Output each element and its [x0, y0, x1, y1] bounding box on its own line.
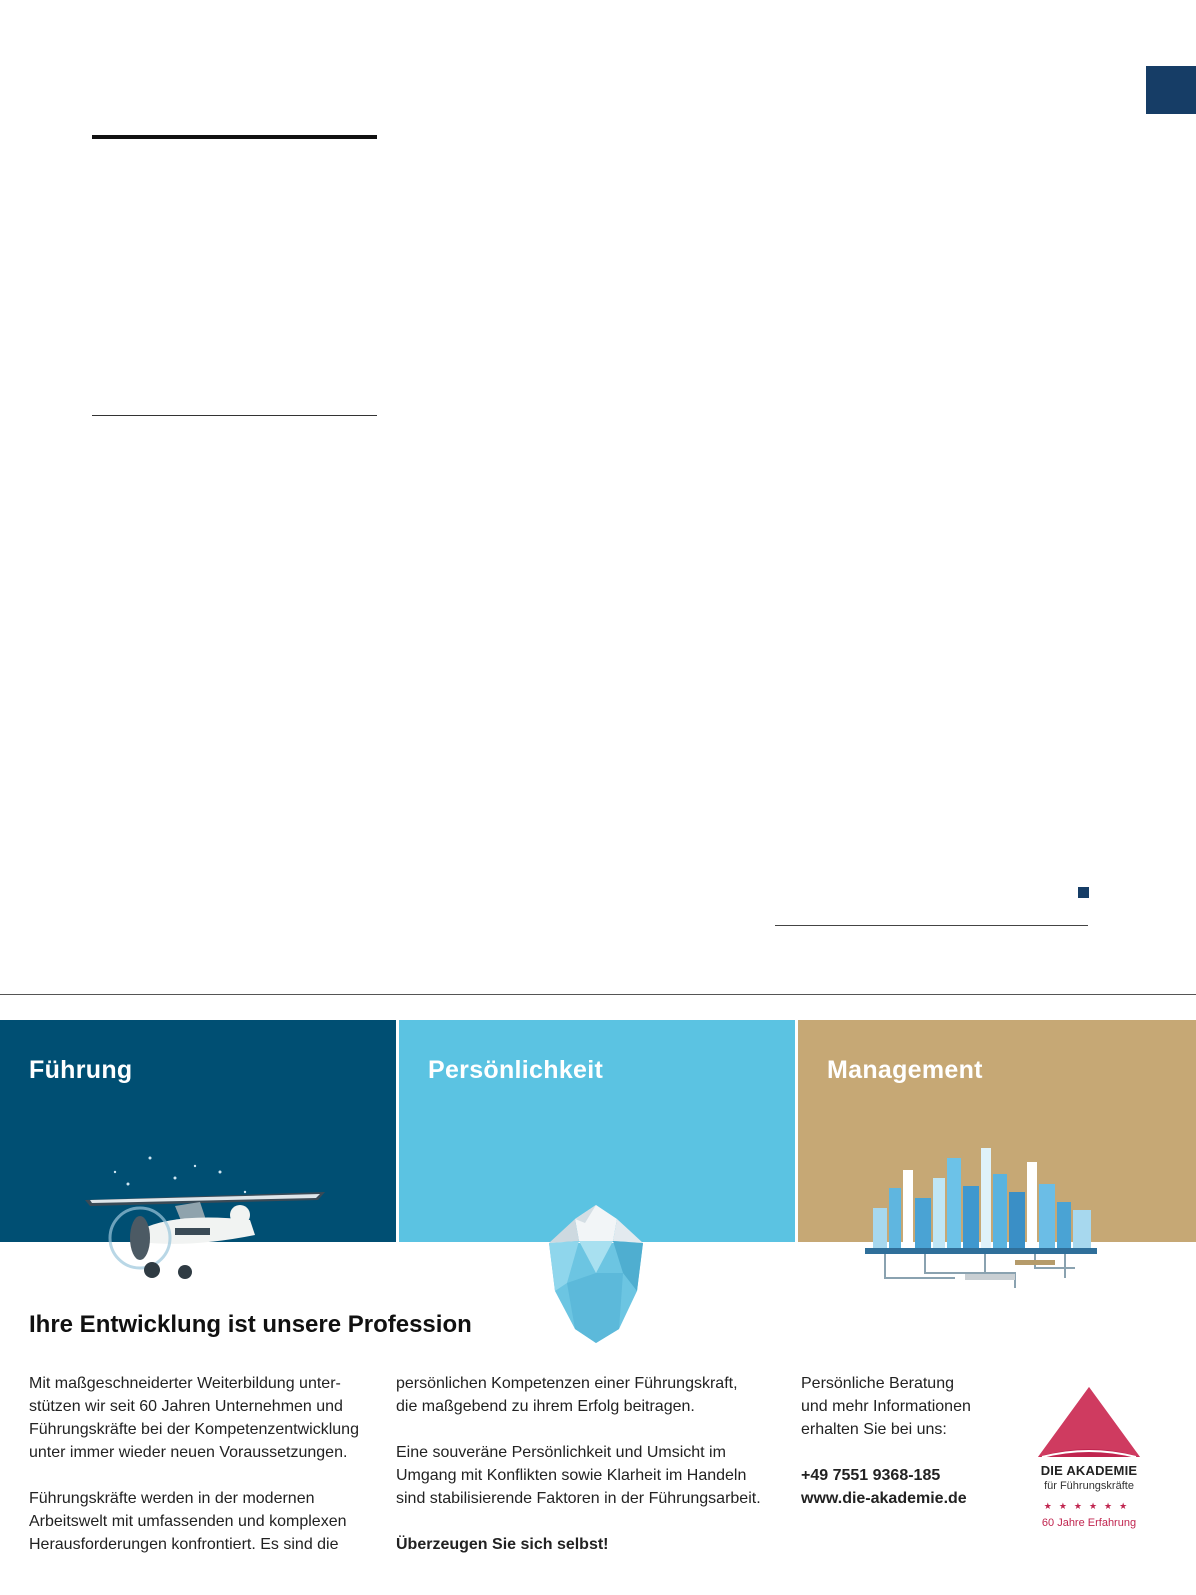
airplane-illustration	[80, 1150, 340, 1295]
article-end-rule	[775, 925, 1088, 926]
corner-tab-marker	[1146, 66, 1196, 114]
contact-website[interactable]: www.die-akademie.de	[801, 1490, 967, 1507]
text-line: sind stabilisierende Faktoren in der Führungsarbeit.	[396, 1490, 761, 1507]
ad-headline: Ihre Entwicklung ist unsere Profession	[29, 1311, 472, 1338]
text-line: Herausforderungen konfrontiert. Es sind die	[29, 1536, 339, 1553]
panel-title-management: Management	[827, 1056, 983, 1084]
text-line: die maßgebend zu ihrem Erfolg beitragen.	[396, 1398, 695, 1415]
ad-text-column-2	[396, 1372, 791, 1556]
text-line: Persönliche Beratung	[801, 1375, 954, 1392]
text-line: unter immer wieder neuen Voraussetzungen.	[29, 1444, 348, 1461]
panel-title-persoenlichkeit: Persönlichkeit	[428, 1056, 604, 1084]
text-line: stützen wir seit 60 Jahren Unternehmen und	[29, 1398, 343, 1415]
ad-text-column-1	[29, 1372, 379, 1556]
panel-title-fuehrung: Führung	[29, 1056, 133, 1084]
logo-name: DIE AKADEMIE	[1040, 1463, 1138, 1478]
tent-logo-icon	[1036, 1385, 1142, 1461]
call-to-action: Überzeugen Sie sich selbst!	[396, 1536, 609, 1553]
text-line: Eine souveräne Persönlichkeit und Umsicht im	[396, 1444, 726, 1461]
article-end-marker	[1078, 887, 1089, 898]
text-line: Führungskräfte werden in der modernen	[29, 1490, 315, 1507]
top-rule-thick	[92, 135, 377, 139]
logo-stars: ★★★★★★	[1043, 1501, 1135, 1511]
text-line: persönlichen Kompetenzen einer Führungskraft,	[396, 1375, 738, 1392]
ad-contact-column	[801, 1372, 1016, 1510]
text-line: und mehr Informationen	[801, 1398, 971, 1415]
iceberg-illustration	[545, 1203, 647, 1348]
text-line: erhalten Sie bei uns:	[801, 1421, 947, 1438]
text-line: Mit maßgeschneiderter Weiterbildung unter-	[29, 1375, 341, 1392]
top-rule-thin	[92, 415, 377, 416]
text-line: Arbeitswelt mit umfassenden und komplexen	[29, 1513, 347, 1530]
text-line: Umgang mit Konflikten sowie Klarheit im Handeln	[396, 1467, 747, 1484]
logo-subtitle: für Führungskräfte	[1044, 1480, 1134, 1492]
text-line: Führungskräfte bei der Kompetenzentwicklung	[29, 1421, 359, 1438]
die-akademie-logo	[1036, 1385, 1142, 1529]
logo-years: 60 Jahre Erfahrung	[1041, 1517, 1137, 1529]
ad-separator-rule	[0, 994, 1196, 995]
city-illustration	[865, 1148, 1115, 1293]
contact-phone[interactable]: +49 7551 9368-185	[801, 1467, 941, 1484]
